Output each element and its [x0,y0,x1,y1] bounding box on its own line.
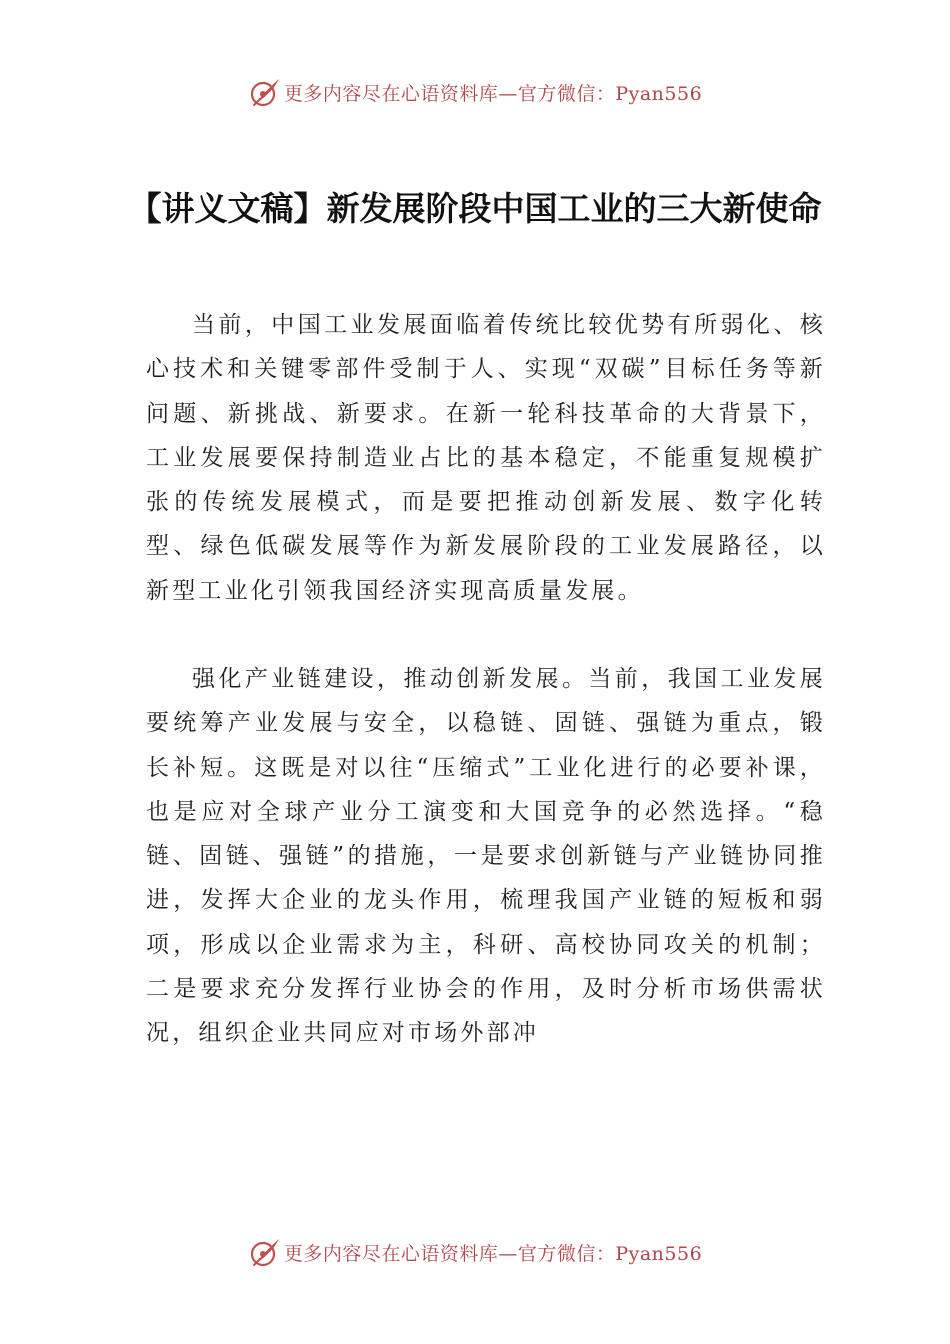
footer-banner-text: 更多内容尽在心语资料库—官方微信：Pyan556 [283,1242,703,1265]
quill-logo-icon [248,75,282,109]
header-banner-text: 更多内容尽在心语资料库—官方微信：Pyan556 [283,82,703,105]
document-title: 【讲义文稿】新发展阶段中国工业的三大新使命 [128,189,822,229]
footer-banner [0,1232,950,1272]
paragraph-1 [146,303,826,613]
header-banner [0,72,950,112]
paragraph-2 [146,657,826,1056]
quill-logo-icon [248,1235,282,1269]
paragraph-1-text: 当前，中国工业发展面临着传统比较优势有所弱化、核心技术和关键零部件受制于人、实现“双碳”目标任务等新问题、新挑战、新要求。在新一轮科技革命的大背景下，工业发展要保持制造业占比的基本稳定，不能重复规模扩张的传统发展模式，而是要把推动创新发展、数字化转型、绿色低碳发展等作为新发展阶段的工业发展路径，以新型工业化引领我国经济实现高质量发展。 [146,312,826,604]
paragraph-2-text: 强化产业链建设，推动创新发展。当前，我国工业发展要统筹产业发展与安全，以稳链、固链、强链为重点，锻长补短。这既是对以往“压缩式”工业化进行的必要补课，也是应对全球产业分工演变和大国竞争的必然选择。“稳链、固链、强链”的措施，一是要求创新链与产业链协同推进，发挥大企业的龙头作用，梳理我国产业链的短板和弱项，形成以企业需求为主，科研、高校协同攻关的机制；二是要求充分发挥行业协会的作用，及时分析市场供需状况，组织企业共同应对市场外部冲 [146,666,826,1047]
